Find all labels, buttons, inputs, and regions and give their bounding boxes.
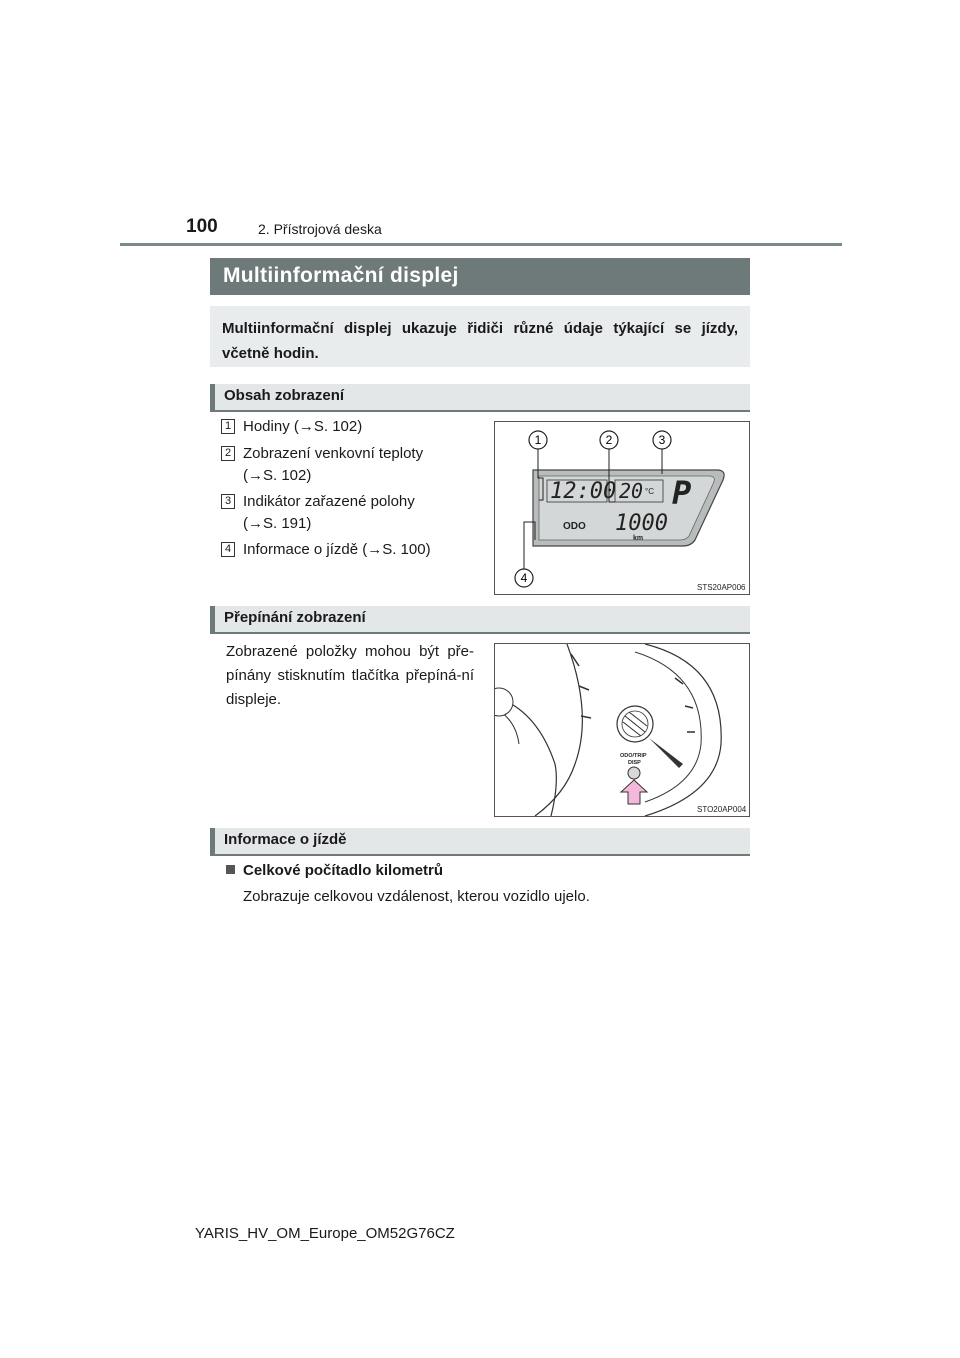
callout-4: 4 [520, 571, 528, 585]
display-temp-unit: °C [645, 487, 654, 496]
callout-number-2-icon: 2 [221, 446, 235, 461]
list-item-line: Zobrazení venkovní teploty [243, 445, 424, 462]
display-figure-code: STS20AP006 [697, 583, 746, 592]
callout-1: 1 [534, 433, 542, 447]
intro-text: Multiinformační displej ukazuje řidiči různé údaje týkající se jízdy, včetně hodin. [222, 320, 738, 362]
display-odo-value: 1000 [615, 511, 668, 536]
display-temperature: 20 [619, 479, 644, 503]
list-item-line: (→S. 191) [243, 515, 312, 532]
button-figure-code: STO20AP004 [697, 805, 747, 814]
subhead-display-contents: Obsah zobrazení [210, 384, 750, 412]
display-figure [494, 421, 750, 595]
section-title: Multiinformační displej [210, 258, 750, 295]
switching-paragraph: Zobrazené položky mohou být pře-pínány stisknutím tlačítka přepíná-ní displeje. [226, 643, 474, 708]
display-clock: 12:00 [550, 479, 617, 504]
chapter-title: 2. Přístrojová deska [258, 221, 382, 237]
list-item-line: (→S. 102) [243, 467, 312, 484]
pointer-arrow-icon [621, 780, 647, 804]
footer-doc-id: YARIS_HV_OM_Europe_OM52G76CZ [195, 1225, 455, 1242]
list-item-line: Informace o jízdě (→S. 100) [243, 541, 431, 558]
callout-number-1-icon: 1 [221, 419, 235, 434]
display-odo-unit: km [633, 535, 644, 542]
callout-2: 2 [605, 433, 613, 447]
button-label-disp: DISP [628, 760, 641, 766]
list-item-clock [243, 416, 362, 438]
list-item-temperature [243, 443, 423, 487]
button-label-odo-trip: ODO/TRIP [620, 753, 647, 759]
display-illustration [495, 422, 749, 594]
subhead-switching: Přepínání zobrazení [210, 606, 750, 634]
bullet-title: Celkové počítadlo kilometrů [243, 862, 444, 879]
list-item-gear [243, 491, 415, 535]
callout-number-4-icon: 4 [221, 542, 235, 557]
list-item-line: Indikátor zařazené polohy [243, 493, 415, 510]
callout-3: 3 [658, 433, 666, 447]
bullet-square-icon [226, 865, 235, 874]
display-gear: P [672, 474, 692, 512]
subhead-trip-info: Informace o jízdě [210, 828, 750, 856]
header-rule [120, 243, 842, 246]
button-figure [494, 643, 750, 817]
page-number: 100 [186, 216, 218, 237]
list-item-trip [243, 539, 431, 561]
display-odo-label: ODO [563, 521, 586, 532]
cluster-illustration [495, 644, 749, 816]
bullet-text: Zobrazuje celkovou vzdálenost, kterou vozidlo ujelo. [243, 888, 590, 905]
list-item-line: Hodiny (→S. 102) [243, 418, 363, 435]
callout-number-3-icon: 3 [221, 494, 235, 509]
bullet-heading [226, 862, 443, 879]
intro-box [210, 306, 750, 367]
